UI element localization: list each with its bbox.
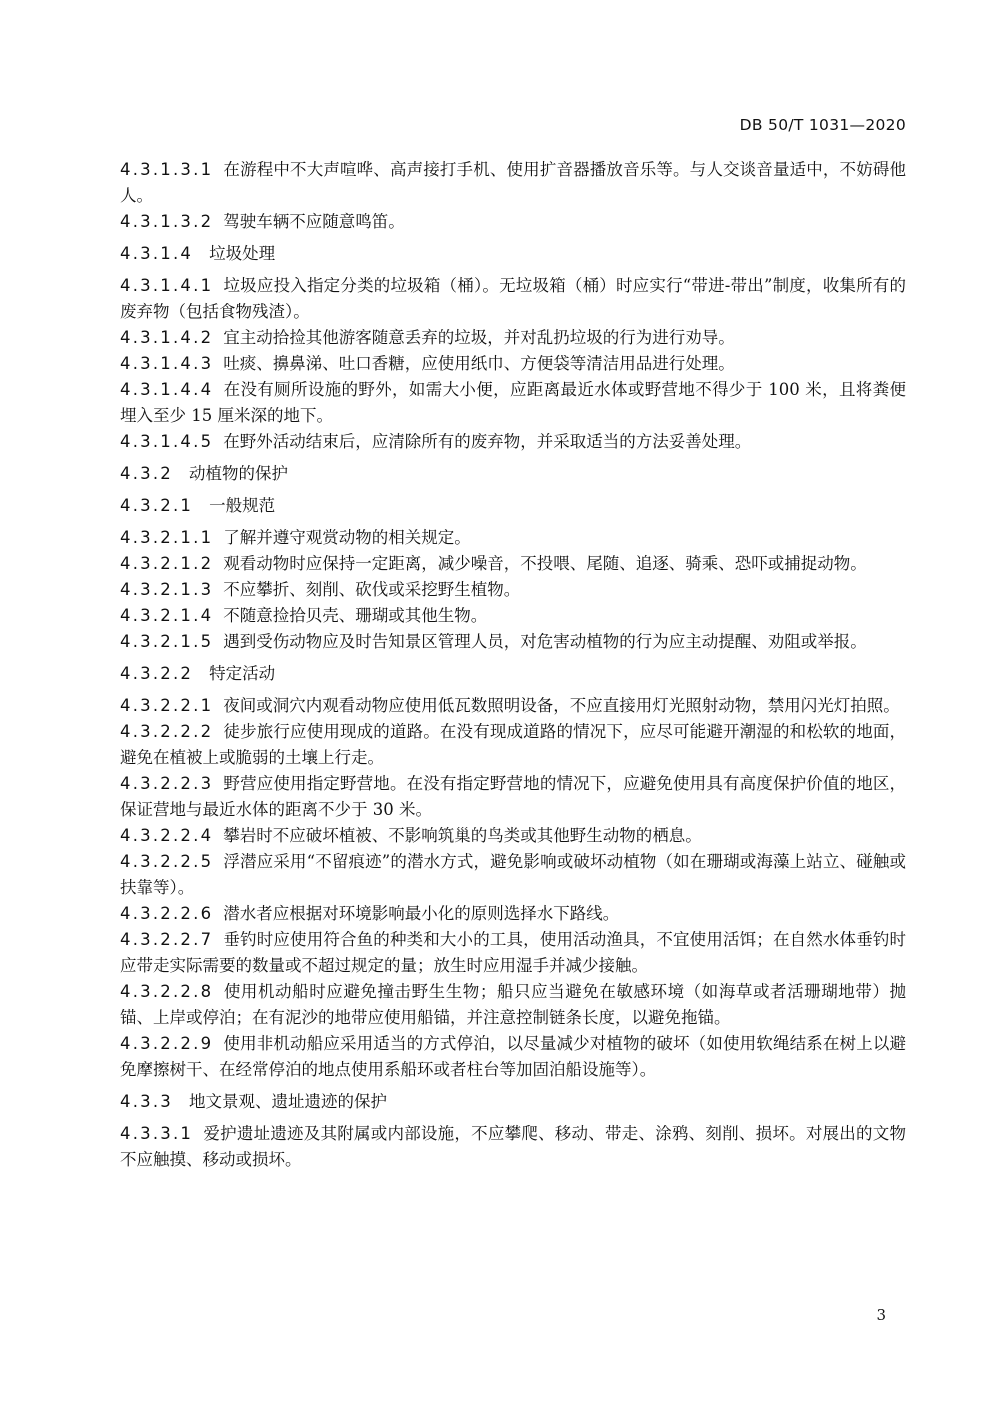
section-number: 4.3.1.4 xyxy=(120,244,194,263)
clause-text: 驾驶车辆不应随意鸣笛。 xyxy=(223,212,405,231)
clause-number: 4.3.2.2.1 xyxy=(120,696,214,715)
clause-number: 4.3.2.1.3 xyxy=(120,580,214,599)
clause-paragraph xyxy=(120,771,906,823)
clause-number: 4.3.1.4.4 xyxy=(120,380,214,399)
clause-number: 4.3.2.2.4 xyxy=(120,826,214,845)
clause-text: 攀岩时不应破坏植被、不影响筑巢的鸟类或其他野生动物的栖息。 xyxy=(223,826,702,845)
clause-number: 4.3.2.2.8 xyxy=(120,982,214,1001)
clause-text: 在游程中不大声喧哗、高声接打手机、使用扩音器播放音乐等。与人交谈音量适中，不妨碍他人。 xyxy=(120,160,906,205)
clause-number: 4.3.2.2.5 xyxy=(120,852,214,871)
clause-paragraph xyxy=(120,525,906,551)
clause-number: 4.3.2.2.9 xyxy=(120,1034,214,1053)
section-heading xyxy=(120,1089,906,1115)
clause-paragraph xyxy=(120,1121,906,1173)
section-heading xyxy=(120,461,906,487)
clause-number: 4.3.2.2.3 xyxy=(120,774,214,793)
clause-paragraph xyxy=(120,603,906,629)
clause-number: 4.3.2.2.2 xyxy=(120,722,214,741)
clause-number: 4.3.1.4.3 xyxy=(120,354,214,373)
clause-text: 垂钓时应使用符合鱼的种类和大小的工具，使用活动渔具，不宜使用活饵；在自然水体垂钓时应带走实际需要的数量或不超过规定的量；放生时应用湿手并减少接触。 xyxy=(120,930,906,975)
clause-number: 4.3.1.4.5 xyxy=(120,432,214,451)
clause-paragraph xyxy=(120,927,906,979)
clause-paragraph xyxy=(120,901,906,927)
clause-text: 吐痰、擤鼻涕、吐口香糖，应使用纸巾、方便袋等清洁用品进行处理。 xyxy=(223,354,735,373)
clause-paragraph xyxy=(120,979,906,1031)
clause-paragraph xyxy=(120,209,906,235)
clause-text: 野营应使用指定野营地。在没有指定野营地的情况下，应避免使用具有高度保护价值的地区，保证营地与最近水体的距离不少于 30 米。 xyxy=(120,774,906,819)
section-title: 垃圾处理 xyxy=(209,244,276,263)
clause-number: 4.3.1.3.1 xyxy=(120,160,214,179)
clause-text: 垃圾应投入指定分类的垃圾箱（桶）。无垃圾箱（桶）时应实行“带进-带出”制度，收集所有的废弃物（包括食物残渣）。 xyxy=(120,276,906,321)
clause-text: 宜主动拾捡其他游客随意丢弃的垃圾，并对乱扔垃圾的行为进行劝导。 xyxy=(223,328,735,347)
section-number: 4.3.2.2 xyxy=(120,664,194,683)
clause-number: 4.3.2.1.4 xyxy=(120,606,214,625)
clause-paragraph xyxy=(120,429,906,455)
section-title: 动植物的保护 xyxy=(188,464,288,483)
clause-text: 爱护遗址遗迹及其附属或内部设施，不应攀爬、移动、带走、涂鸦、刻削、损坏。对展出的文物不应触摸、移动或损坏。 xyxy=(120,1124,906,1169)
section-number: 4.3.3 xyxy=(120,1092,173,1111)
clause-paragraph xyxy=(120,351,906,377)
clause-text: 遇到受伤动物应及时告知景区管理人员，对危害动植物的行为应主动提醒、劝阻或举报。 xyxy=(223,632,867,651)
clause-paragraph xyxy=(120,823,906,849)
document-code: DB 50/T 1031—2020 xyxy=(739,116,906,134)
clause-text: 在野外活动结束后，应清除所有的废弃物，并采取适当的方法妥善处理。 xyxy=(223,432,752,451)
clause-number: 4.3.2.2.6 xyxy=(120,904,214,923)
clause-number: 4.3.2.1.5 xyxy=(120,632,214,651)
clause-text: 夜间或洞穴内观看动物应使用低瓦数照明设备，不应直接用灯光照射动物，禁用闪光灯拍照。 xyxy=(223,696,900,715)
clause-number: 4.3.2.2.7 xyxy=(120,930,214,949)
clause-number: 4.3.2.1.2 xyxy=(120,554,214,573)
clause-text: 不应攀折、刻削、砍伐或采挖野生植物。 xyxy=(223,580,521,599)
clause-paragraph xyxy=(120,577,906,603)
clause-text: 使用机动船时应避免撞击野生生物；船只应当避免在敏感环境（如海草或者活珊瑚地带）抛锚、上岸或停泊；在有泥沙的地带应使用船锚，并注意控制链条长度，以避免拖锚。 xyxy=(120,982,906,1027)
clause-number: 4.3.1.3.2 xyxy=(120,212,214,231)
clause-paragraph xyxy=(120,849,906,901)
clause-text: 浮潜应采用“不留痕迹”的潜水方式，避免影响或破坏动植物（如在珊瑚或海藻上站立、碰触或扶靠等）。 xyxy=(120,852,906,897)
section-title: 一般规范 xyxy=(209,496,276,515)
section-heading xyxy=(120,661,906,687)
clause-text: 了解并遵守观赏动物的相关规定。 xyxy=(223,528,471,547)
section-title: 地文景观、遗址遗迹的保护 xyxy=(188,1092,387,1111)
clause-text: 在没有厕所设施的野外，如需大小便，应距离最近水体或野营地不得少于 100 米，且将粪便埋入至少 15 厘米深的地下。 xyxy=(120,380,906,425)
clause-number: 4.3.1.4.1 xyxy=(120,276,214,295)
clause-number: 4.3.2.1.1 xyxy=(120,528,214,547)
clause-paragraph xyxy=(120,719,906,771)
clause-paragraph xyxy=(120,629,906,655)
page-number: 3 xyxy=(876,1306,886,1324)
clause-number: 4.3.3.1 xyxy=(120,1124,194,1143)
clause-text: 不随意捡拾贝壳、珊瑚或其他生物。 xyxy=(223,606,488,625)
section-number: 4.3.2 xyxy=(120,464,173,483)
clause-paragraph xyxy=(120,325,906,351)
section-heading xyxy=(120,493,906,519)
clause-paragraph xyxy=(120,273,906,325)
clause-paragraph xyxy=(120,377,906,429)
section-title: 特定活动 xyxy=(209,664,276,683)
clause-text: 徒步旅行应使用现成的道路。在没有现成道路的情况下，应尽可能避开潮湿的和松软的地面，避免在植被上或脆弱的土壤上行走。 xyxy=(120,722,906,767)
clause-paragraph xyxy=(120,1031,906,1083)
clause-text: 潜水者应根据对环境影响最小化的原则选择水下路线。 xyxy=(223,904,620,923)
clause-paragraph xyxy=(120,693,906,719)
section-number: 4.3.2.1 xyxy=(120,496,194,515)
clause-paragraph xyxy=(120,157,906,209)
document-body xyxy=(120,157,906,1173)
clause-text: 使用非机动船应采用适当的方式停泊，以尽量减少对植物的破坏（如使用软绳结系在树上以避免摩擦树干、在经常停泊的地点使用系船环或者柱台等加固泊船设施等）。 xyxy=(120,1034,906,1079)
clause-text: 观看动物时应保持一定距离，减少噪音，不投喂、尾随、追逐、骑乘、恐吓或捕捉动物。 xyxy=(223,554,867,573)
clause-paragraph xyxy=(120,551,906,577)
section-heading xyxy=(120,241,906,267)
clause-number: 4.3.1.4.2 xyxy=(120,328,214,347)
